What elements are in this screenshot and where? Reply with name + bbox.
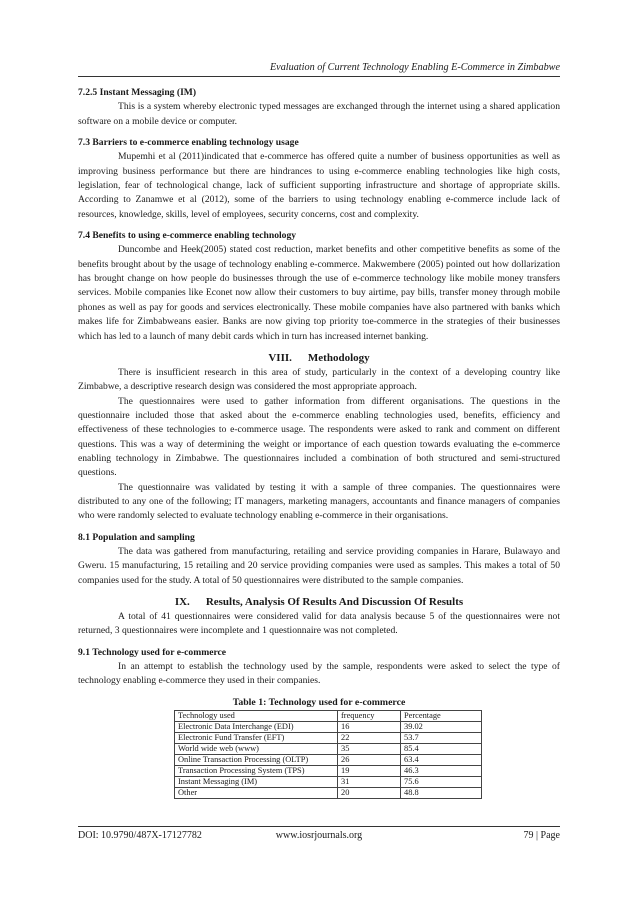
footer-rule [78, 826, 560, 827]
table-cell: 20 [338, 787, 401, 798]
technology-table [174, 710, 482, 799]
table-cell: Electronic Fund Transfer (EFT) [175, 732, 338, 743]
table-cell: 16 [338, 721, 401, 732]
table-cell: 63.4 [401, 754, 482, 765]
subsection-heading-7-3: 7.3 Barriers to e-commerce enabling technology usage [78, 137, 299, 149]
table-row [175, 754, 482, 765]
table-caption: Table 1: Technology used for e-commerce [232, 696, 406, 708]
paragraph-results: A total of 41 questionnaires were considered valid for data analysis because 5 of the questionnaires were not returned, 3 questionnaires were incomplete and 1 questionnaire was not completed. [78, 611, 560, 637]
table-row [175, 787, 482, 798]
table-cell: 53.7 [401, 732, 482, 743]
table-cell: 26 [338, 754, 401, 765]
table-cell: 22 [338, 732, 401, 743]
table-cell: Transaction Processing System (TPS) [175, 765, 338, 776]
table-cell: 31 [338, 776, 401, 787]
table-cell: 46.3 [401, 765, 482, 776]
table-header-cell: Technology used [175, 710, 338, 721]
table-row [175, 743, 482, 754]
page-number: 79 | Page [523, 830, 560, 841]
table-row [175, 776, 482, 787]
paragraph-barriers: Mupemhi et al (2011)indicated that e-commerce has offered quite a number of business opportunities as well as improving business performance but there are hindrances to using e-commerce enabling technologies like high costs, legislation, fear of technological change, lack of sufficient supporting infrastructure and shortage of appropriate skills. According to Zanamwe et al (2012), some of the barriers to using technology enabling e-commerce include lack of resources, knowledge, skills, level of employees, security concerns, cost and complexity. [78, 151, 560, 220]
table-header-cell: Percentage [401, 710, 482, 721]
section-number: IX. [174, 596, 190, 608]
page-content [78, 86, 560, 799]
table-header-cell: frequency [338, 710, 401, 721]
paragraph-methodology-2: The questionnaires were used to gather information from different organisations. The questions in the questionnaire included those that asked about the e-commerce enabling technologies used, benefits, efficiency and effectiveness of these technologies to e-commerce usage. The respondents were asked to rank and comment on different questions. This was a way of determining the weight or importance of each question towards evaluating the e-commerce enabling technology in Zimbabwe. The questionnaires included a combination of both structured and semi-structured questions. [78, 395, 560, 479]
table-cell: Other [175, 787, 338, 798]
subsection-heading-7-2-5: 7.2.5 Instant Messaging (IM) [78, 87, 197, 98]
section-name: Results, Analysis Of Results And Discussion Of Results [205, 596, 464, 608]
table-row [175, 765, 482, 776]
paragraph-methodology-3: The questionnaire was validated by testing it with a sample of three companies. The questionnaires were distributed to any one of the following; IT managers, marketing managers, accountants and finance managers of companies who were randomly selected to evaluate technology enabling e-commerce in their organisations. [78, 481, 560, 522]
table-cell: 39.02 [401, 721, 482, 732]
paragraph-benefits: Duncombe and Heek(2005) stated cost reduction, market benefits and other competitive benefits as some of the benefits brought about by the usage of technology enabling e-commerce. Makwembere (2005) pointed out how dollarization has brought change on how people do businesses through the use of e-commerce technology like mobile money transfers services. Mobile companies like Econet now allow their customers to buy airtime, pay bills, transfer money through mobile phones as well as pay for goods and services electronically. These mobile companies have also partnered with banks which makes life for Zimbabweans easier. Banks are now giving top priority toe-commerce in the strategies of their businesses which has led to a launch of many debit cards which in turn has increased internet banking. [78, 244, 560, 342]
section-number: VIII. [268, 351, 292, 364]
paragraph-technology-used: In an attempt to establish the technology used by the sample, respondents were asked to select the type of technology enabling e-commerce they used in their companies. [78, 661, 560, 687]
table-row [175, 721, 482, 732]
doi-label: DOI: 10.9790/487X-17127782 [78, 830, 202, 841]
table-cell: 85.4 [401, 743, 482, 754]
table-cell: 48.8 [401, 787, 482, 798]
subsection-heading-7-4: 7.4 Benefits to using e-commerce enabling technology [78, 230, 297, 242]
paragraph-methodology-1: There is insufficient research in this area of study, particularly in the context of a developing country like Zimbabwe, a descriptive research design was considered the most appropriate approach. [78, 366, 560, 393]
header-rule [78, 76, 560, 77]
table-cell: Online Transaction Processing (OLTP) [175, 754, 338, 765]
section-title-methodology [78, 351, 560, 366]
section-name: Methodology [307, 351, 370, 364]
section-title-results [78, 595, 560, 610]
table-cell: Electronic Data Interchange (EDI) [175, 721, 338, 732]
running-header: Evaluation of Current Technology Enabling E-Commerce in Zimbabwe [269, 62, 560, 73]
paragraph-instant-messaging: This is a system whereby electronic typed messages are exchanged through the internet using a shared application software on a mobile device or computer. [78, 101, 560, 127]
table-cell: 19 [338, 765, 401, 776]
table-cell: World wide web (www) [175, 743, 338, 754]
paragraph-population: The data was gathered from manufacturing, retailing and service providing companies in Harare, Bulawayo and Gweru. 15 manufacturing, 15 retailing and 20 service providing companies were used as samples. This makes a total of 50 companies used for the study. A total of 50 questionnaires were distributed to the sample companies. [78, 545, 560, 586]
table-header-row [175, 710, 482, 721]
table-row [175, 732, 482, 743]
table-cell: Instant Messaging (IM) [175, 776, 338, 787]
table-cell: 35 [338, 743, 401, 754]
table-cell: 75.6 [401, 776, 482, 787]
journal-website-link[interactable]: www.iosrjournals.org [275, 830, 363, 841]
subsection-heading-8-1: 8.1 Population and sampling [78, 531, 195, 543]
subsection-heading-9-1: 9.1 Technology used for e-commerce [78, 646, 227, 658]
